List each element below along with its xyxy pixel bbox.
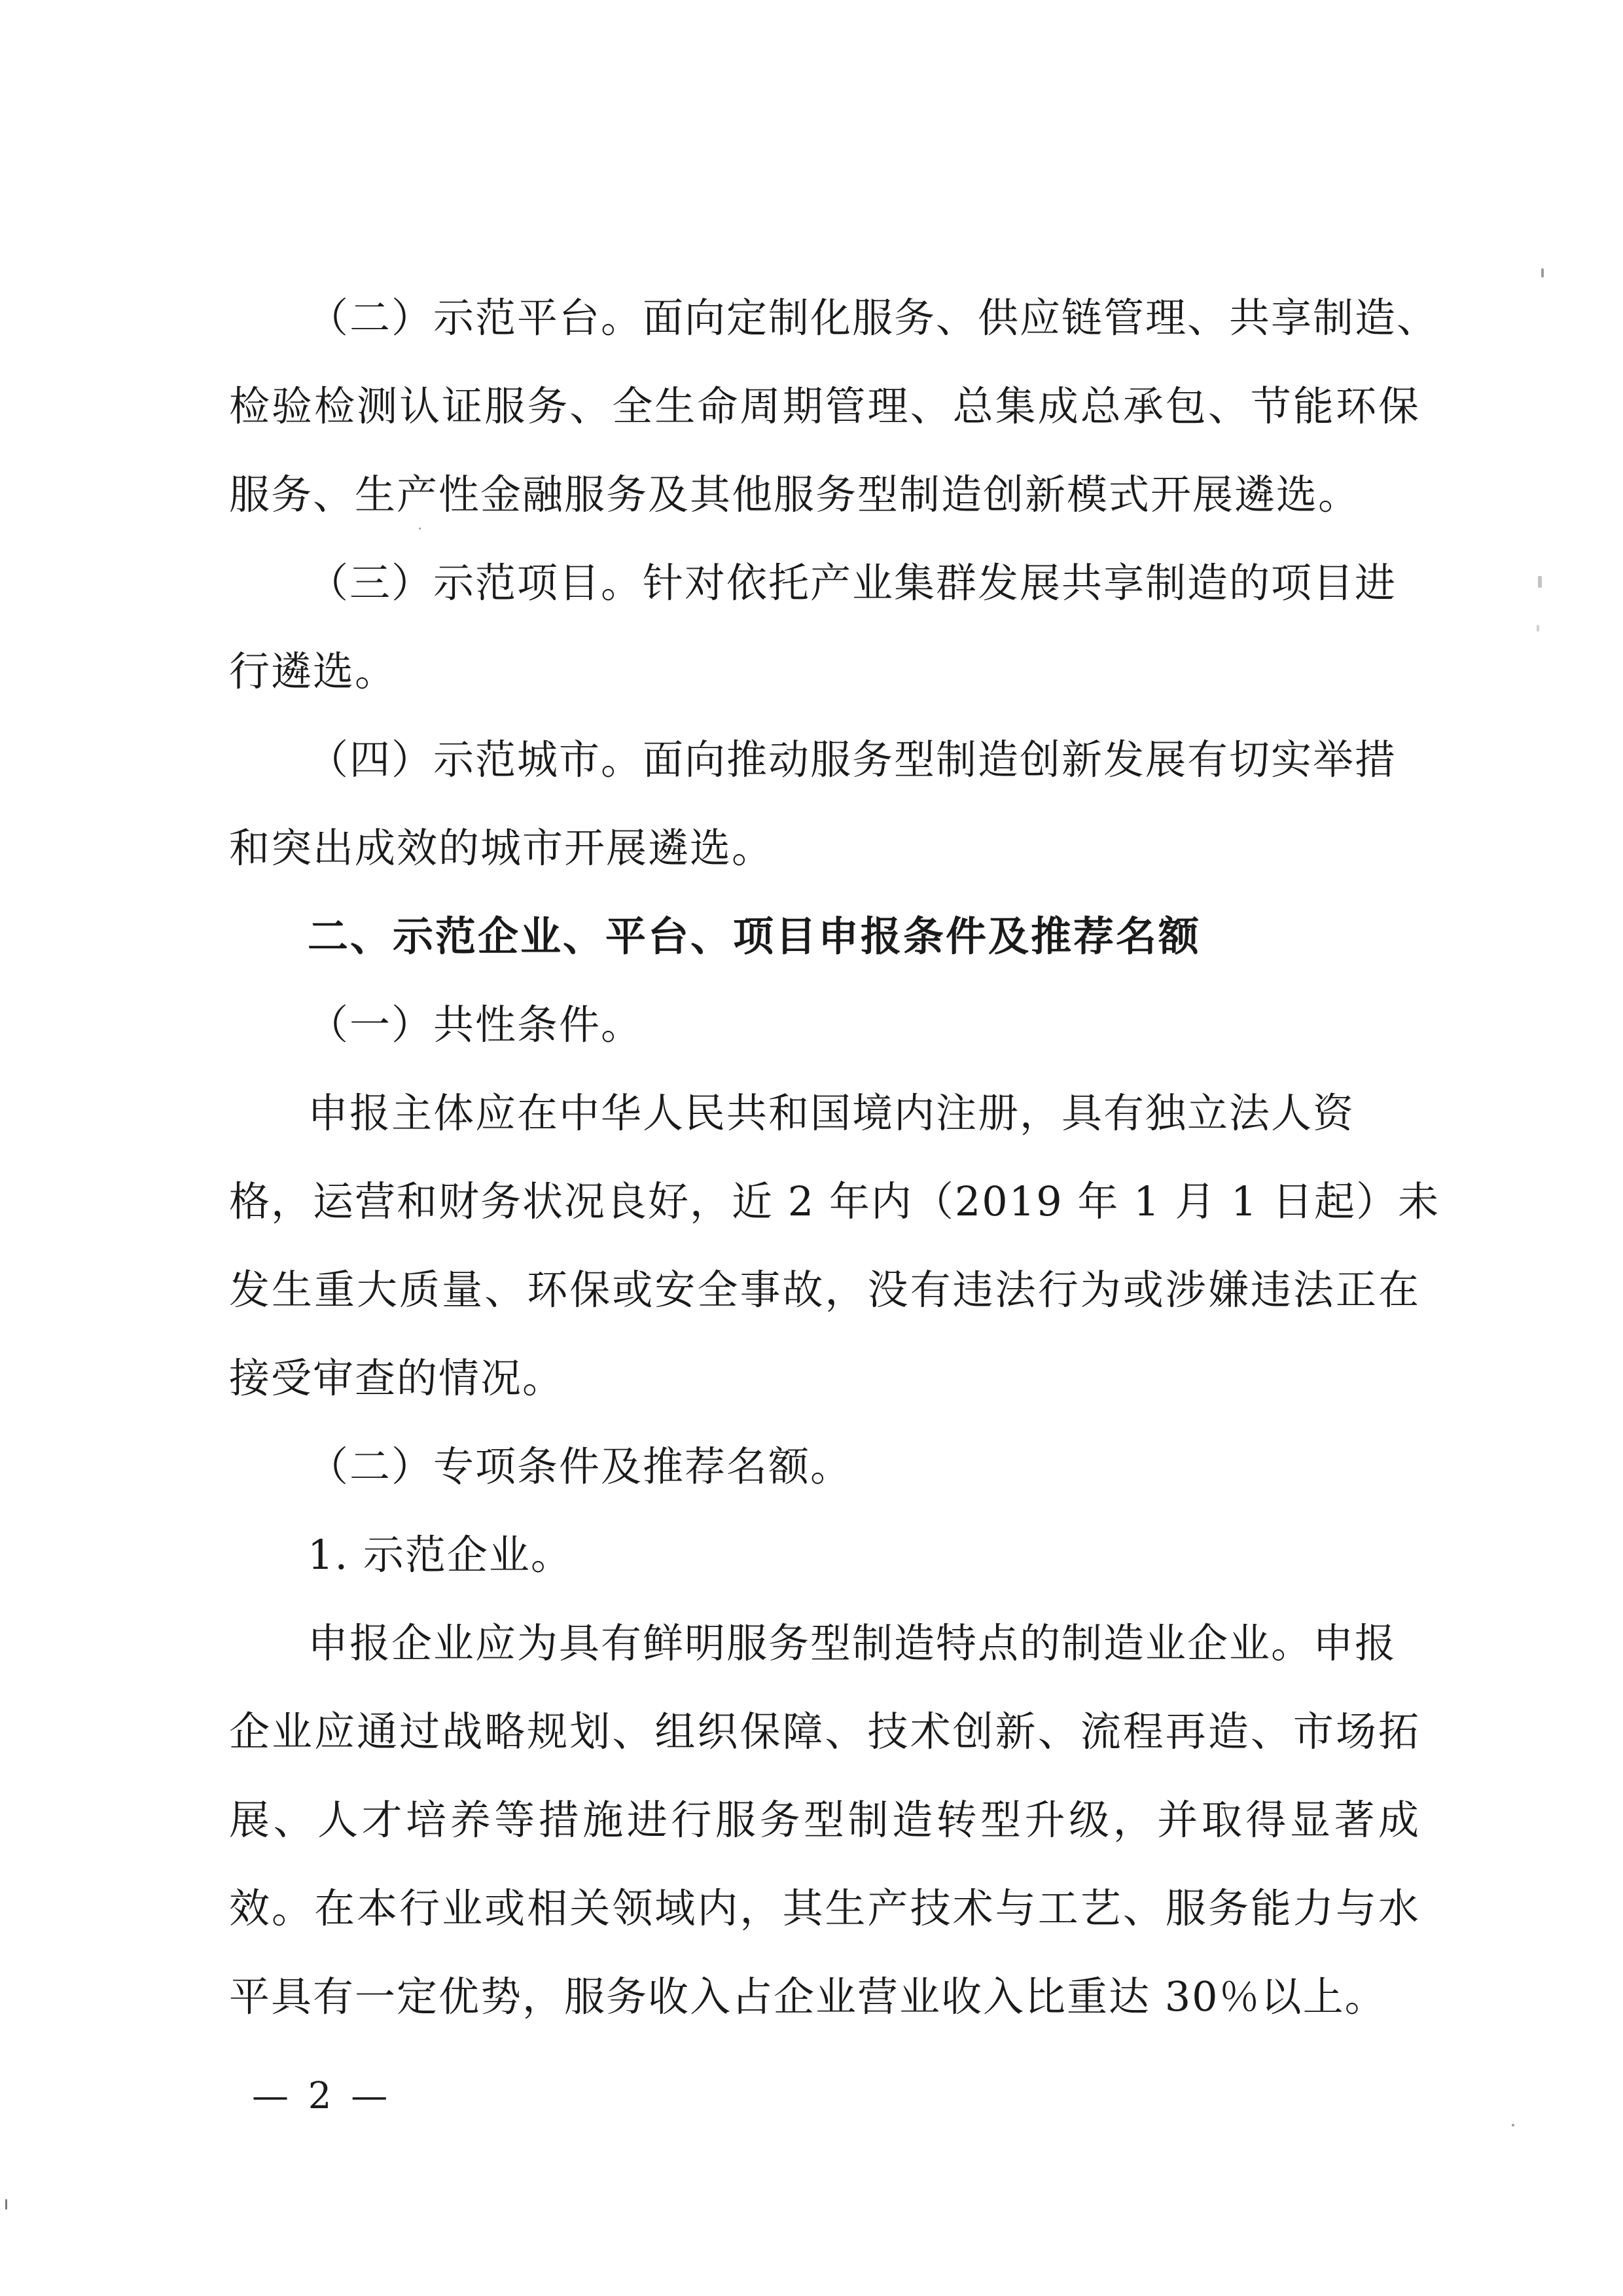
scan-speck [1541, 268, 1544, 278]
paragraph-common-conditions-line-2: 格，运营和财务状况良好，近 2 年内（2019 年 1 月 1 日起）未 [229, 1177, 1440, 1225]
section-heading: 二、示范企业、平台、项目申报条件及推荐名额 [308, 912, 1202, 960]
paragraph-demo-enterprise-line-2: 企业应通过战略规划、组织保障、技术创新、流程再造、市场拓 [229, 1708, 1420, 1755]
paragraph-common-conditions-line-3: 发生重大质量、环保或安全事故，没有违法行为或涉嫌违法正在 [229, 1266, 1420, 1314]
subheading-special-conditions: （二）专项条件及推荐名额。 [308, 1443, 853, 1490]
paragraph-demo-enterprise-line-5: 平具有一定优势，服务收入占企业营业收入比重达 30％以上。 [229, 1973, 1387, 2020]
paragraph-common-conditions-line-4: 接受审查的情况。 [229, 1354, 565, 1402]
paragraph-demo-platform-line-2: 检验检测认证服务、全生命周期管理、总集成总承包、节能环保 [229, 382, 1420, 430]
paragraph-demo-platform-line-3: 服务、生产性金融服务及其他服务型制造创新模式开展遴选。 [229, 471, 1361, 518]
paragraph-demo-city-line-1: （四）示范城市。面向推动服务型制造创新发展有切实举措 [308, 736, 1397, 783]
subheading-common-conditions: （一）共性条件。 [308, 1001, 643, 1049]
paragraph-common-conditions-line-1: 申报主体应在中华人民共和国境内注册，具有独立法人资 [308, 1089, 1355, 1137]
paragraph-demo-project-line-1: （三）示范项目。针对依托产业集群发展共享制造的项目进 [308, 559, 1397, 607]
scan-speck [1538, 576, 1542, 588]
paragraph-demo-city-line-2: 和突出成效的城市开展遴选。 [229, 824, 774, 872]
paragraph-demo-platform-line-1: （二）示范平台。面向定制化服务、供应链管理、共享制造、 [308, 294, 1439, 342]
paragraph-demo-project-line-2: 行遴选。 [229, 647, 397, 695]
scan-speck [419, 528, 421, 529]
page-number: — 2 — [252, 2075, 392, 2117]
item-demo-enterprise: 1. 示范企业。 [308, 1531, 573, 1579]
paragraph-demo-enterprise-line-1: 申报企业应为具有鲜明服务型制造特点的制造业企业。申报 [308, 1619, 1397, 1667]
scan-speck [5, 2199, 7, 2210]
scan-speck [1537, 625, 1539, 632]
paragraph-demo-enterprise-line-3: 展、人才培养等措施进行服务型制造转型升级，并取得显著成 [229, 1796, 1420, 1844]
paragraph-demo-enterprise-line-4: 效。在本行业或相关领域内，其生产技术与工艺、服务能力与水 [229, 1884, 1420, 1932]
scan-speck [1512, 2124, 1514, 2126]
